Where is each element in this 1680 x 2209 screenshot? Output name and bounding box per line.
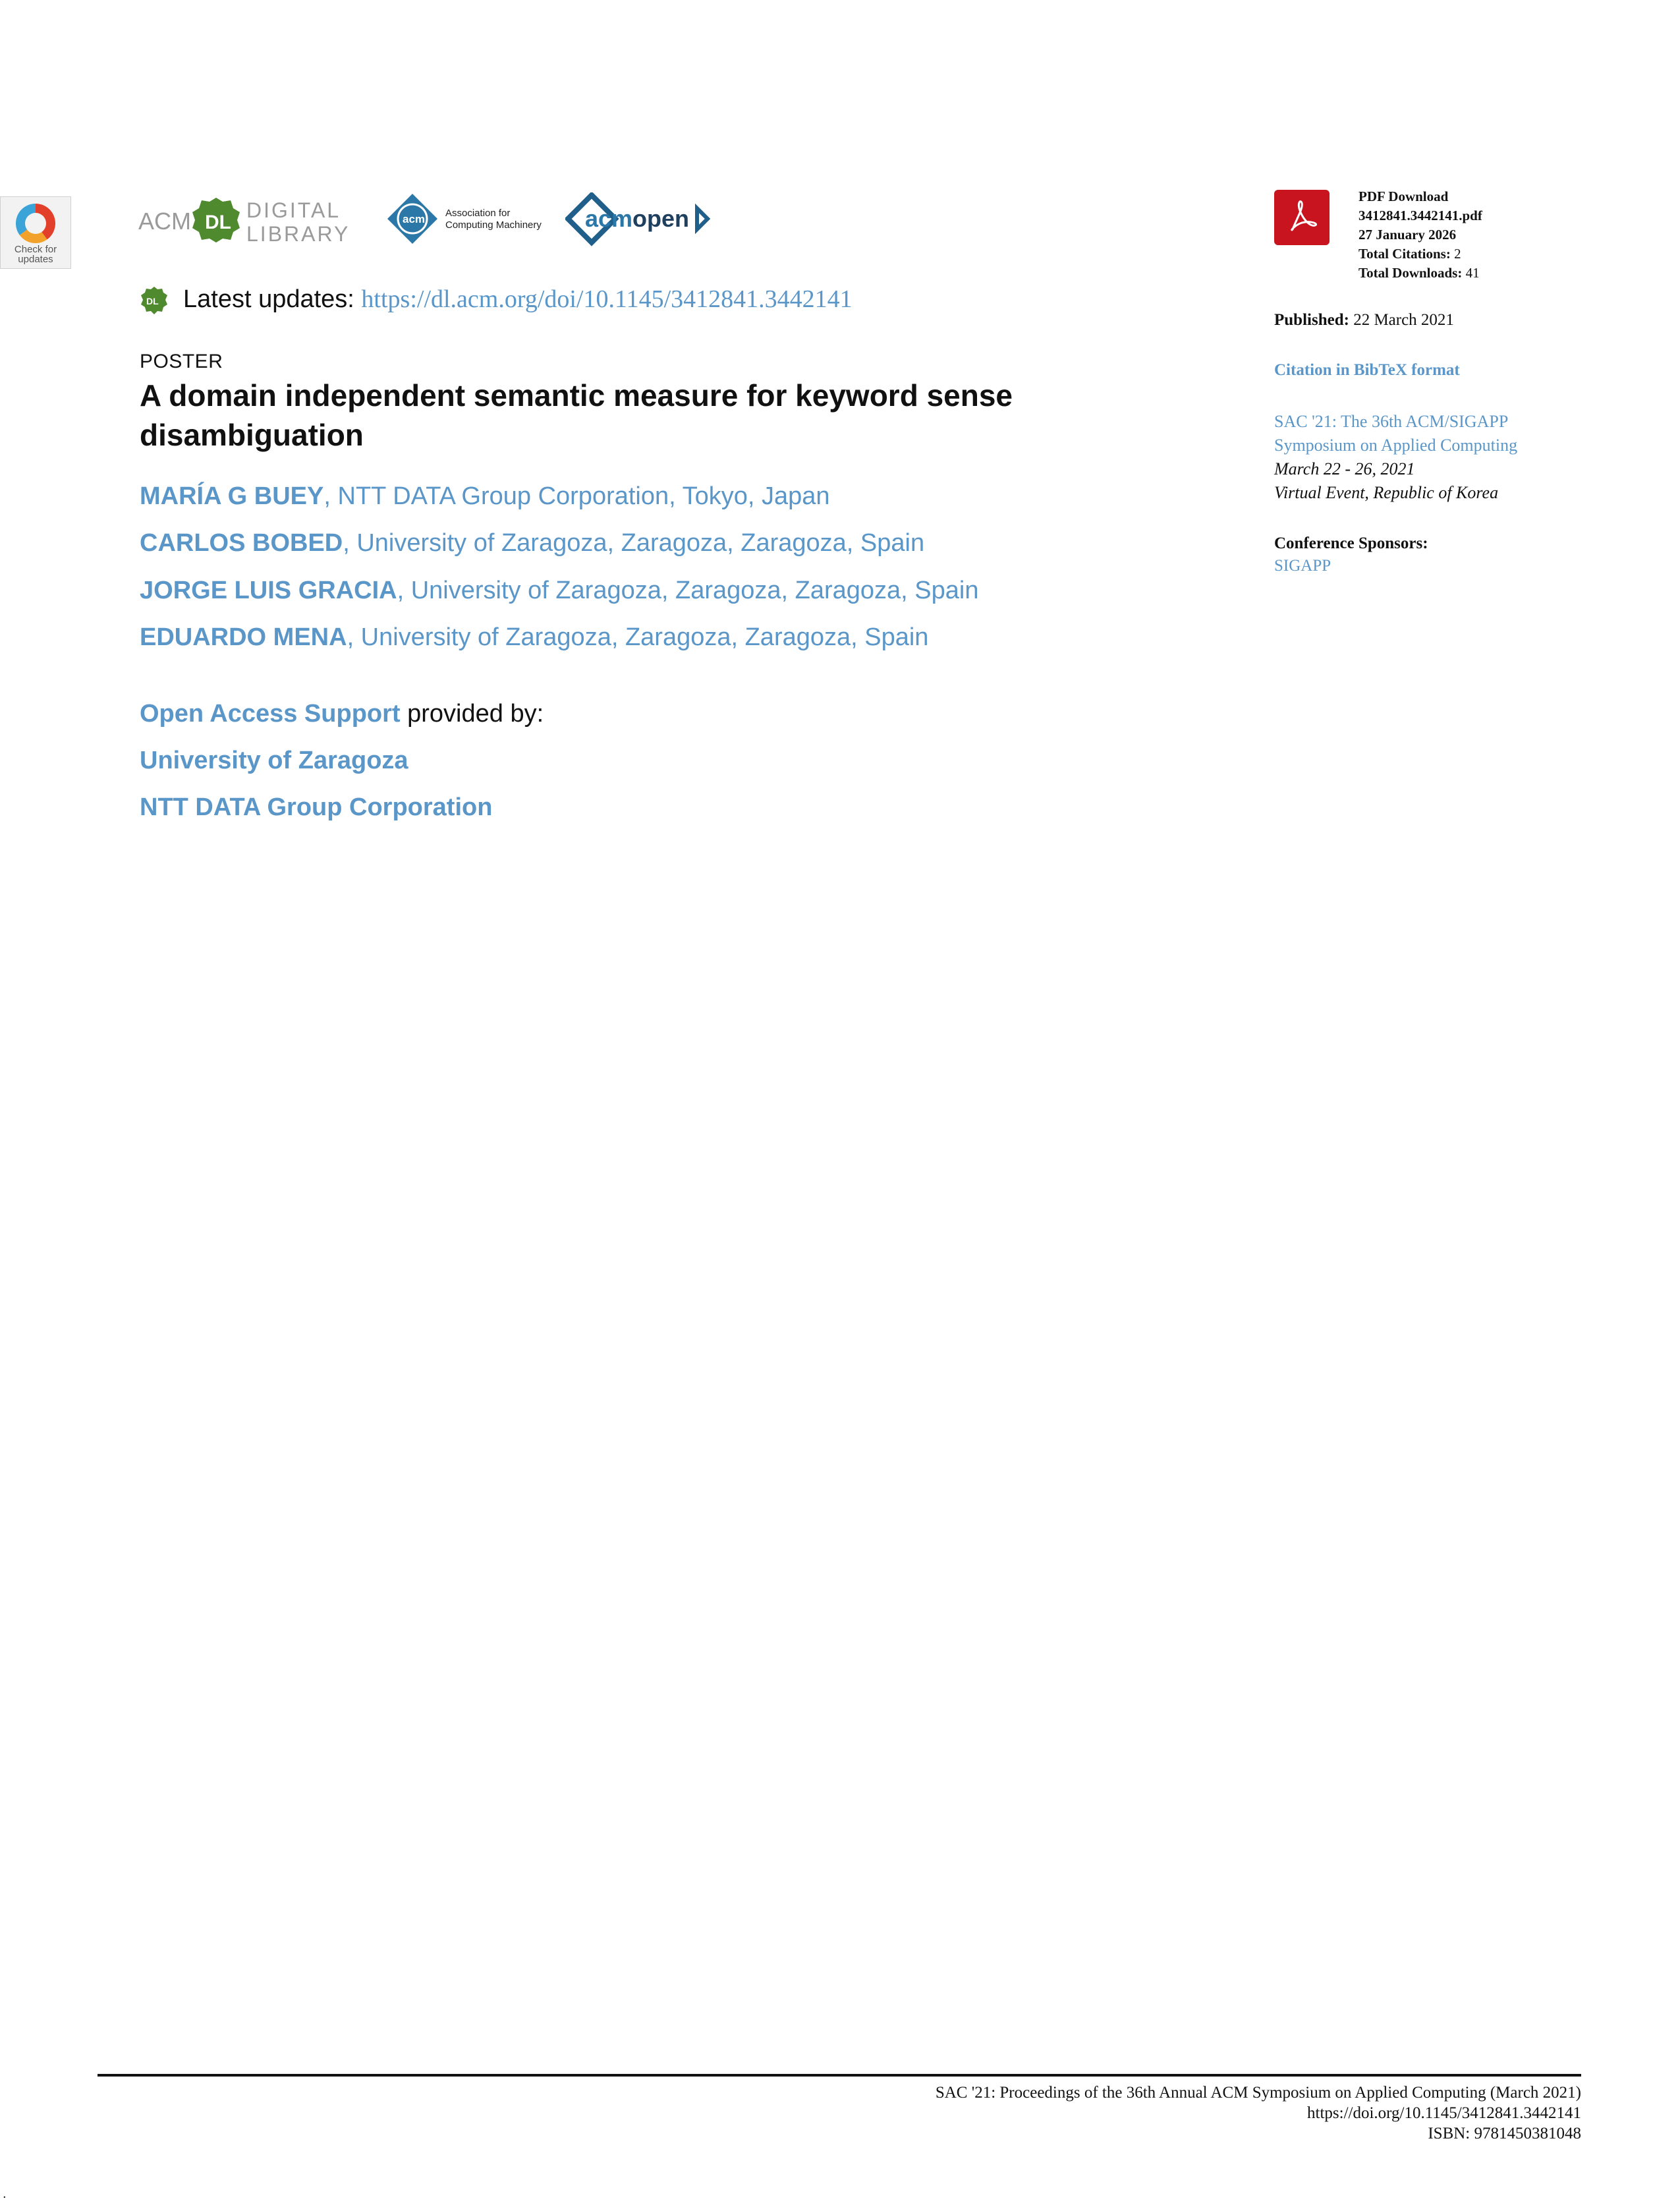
latest-updates	[140, 285, 853, 315]
conference-sponsors	[1274, 532, 1428, 577]
latest-updates-link[interactable]: https://dl.acm.org/doi/10.1145/3412841.3442141	[361, 285, 853, 313]
paper-type-label: POSTER	[140, 351, 223, 372]
pdf-filename: 3412841.3442141.pdf	[1358, 208, 1482, 223]
open-access-link[interactable]: Open Access Support	[140, 700, 401, 728]
conference-name-line1[interactable]: SAC '21: The 36th ACM/SIGAPP	[1274, 412, 1509, 431]
author-affiliation: , University of Zaragoza, Zaragoza, Zaragoza, Spain	[397, 577, 979, 604]
author-line	[140, 482, 829, 511]
acm-assoc-line2: Computing Machinery	[445, 219, 542, 231]
paper-title: A domain independent semantic measure for keyword sense disambiguation	[140, 378, 1013, 452]
footer-proceedings: SAC '21: Proceedings of the 36th Annual ACM Symposium on Applied Computing (March 2021)	[935, 2084, 1581, 2102]
footer-divider	[98, 2074, 1581, 2077]
sponsor-link[interactable]: SIGAPP	[1274, 557, 1331, 575]
bibtex-citation-link[interactable]: Citation in BibTeX format	[1274, 361, 1460, 379]
footer-isbn: ISBN: 9781450381048	[1428, 2125, 1581, 2142]
svg-text:DL: DL	[146, 295, 159, 306]
oa-institution-link[interactable]: NTT DATA Group Corporation	[140, 793, 493, 821]
author-affiliation: , University of Zaragoza, Zaragoza, Zaragoza, Spain	[347, 623, 929, 651]
acm-dl-logo-digital: DIGITAL	[246, 198, 341, 222]
total-downloads: Total Downloads: 41	[1358, 265, 1480, 281]
author-name-link[interactable]: MARÍA G BUEY	[140, 482, 324, 510]
author-line	[140, 623, 928, 652]
total-citations: Total Citations: 2	[1358, 246, 1461, 262]
acm-dl-logo-library: LIBRARY	[246, 222, 350, 246]
check-updates-line2: updates	[18, 254, 53, 265]
acm-dl-logo-acm: ACM	[138, 208, 191, 235]
author-name-link[interactable]: JORGE LUIS GRACIA	[140, 577, 397, 604]
pdf-download-icon[interactable]	[1274, 190, 1330, 245]
author-line	[140, 577, 978, 605]
pdf-download-heading[interactable]: PDF Download	[1358, 188, 1449, 204]
open-access-text: provided by:	[400, 700, 544, 728]
acm-open-logo[interactable]	[565, 192, 710, 248]
acm-digital-library-logo[interactable]	[138, 192, 362, 248]
author-name-link[interactable]: CARLOS BOBED	[140, 529, 343, 557]
acm-open-logo-acm: acm	[585, 205, 633, 232]
dl-badge-icon	[140, 286, 169, 315]
check-updates-line1: Check for	[14, 244, 57, 255]
acm-open-chevron-icon	[697, 208, 708, 229]
page-dot: .	[3, 2187, 7, 2201]
footer-doi[interactable]: https://doi.org/10.1145/3412841.3442141	[1307, 2104, 1581, 2122]
check-for-updates-icon	[16, 204, 55, 243]
acm-open-logo-open: open	[632, 205, 689, 232]
author-name-link[interactable]: EDUARDO MENA	[140, 623, 347, 651]
acm-assoc-logo-acm: acm	[403, 213, 426, 225]
pdf-download-info	[1358, 187, 1482, 283]
author-line	[140, 529, 924, 558]
open-access-support	[140, 700, 544, 728]
conference-dates: March 22 - 26, 2021	[1274, 459, 1415, 478]
check-for-updates-badge[interactable]	[0, 196, 71, 269]
latest-updates-label: Latest updates:	[183, 285, 362, 313]
conference-info	[1274, 410, 1643, 505]
author-affiliation: , NTT DATA Group Corporation, Tokyo, Japan	[323, 482, 830, 510]
acm-association-logo[interactable]	[386, 192, 544, 248]
oa-institution-link[interactable]: University of Zaragoza	[140, 747, 408, 774]
published-date: Published: 22 March 2021	[1274, 311, 1454, 329]
conference-name-line2[interactable]: Symposium on Applied Computing	[1274, 436, 1518, 455]
sponsors-label: Conference Sponsors:	[1274, 534, 1428, 552]
author-affiliation: , University of Zaragoza, Zaragoza, Zaragoza, Spain	[343, 529, 925, 557]
acm-assoc-line1: Association for	[445, 208, 511, 219]
acm-dl-logo-dl: DL	[205, 212, 231, 233]
pdf-date: 27 January 2026	[1358, 227, 1457, 243]
conference-location: Virtual Event, Republic of Korea	[1274, 483, 1499, 502]
footer	[936, 2082, 1581, 2144]
